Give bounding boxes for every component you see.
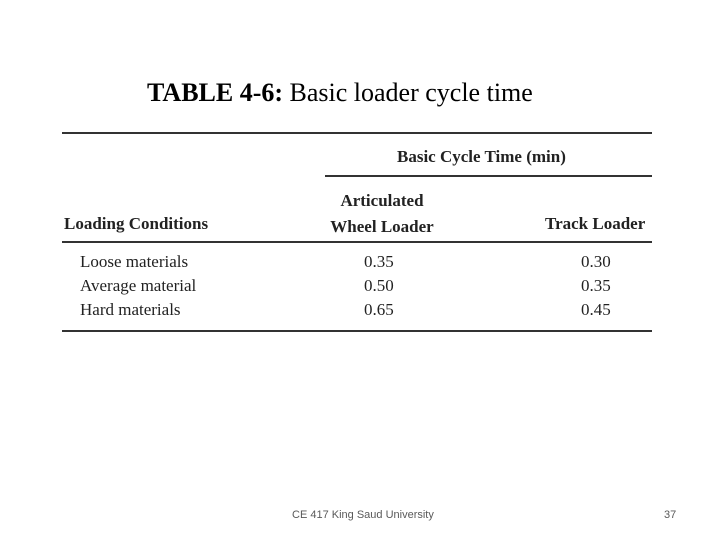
cell-wheel-3: 0.65 <box>364 300 394 319</box>
cell-track-3: 0.45 <box>581 300 611 319</box>
column-header-wheel-loader-line1: Articulated <box>340 191 424 210</box>
cell-wheel-2: 0.50 <box>364 276 394 295</box>
column-header-wheel-loader <box>327 188 437 240</box>
slide-footer: CE 417 King Saud University <box>292 509 434 521</box>
column-header-wheel-loader-line2: Wheel Loader <box>330 217 434 236</box>
slide-title-text: Basic loader cycle time <box>283 78 533 107</box>
page-number: 37 <box>664 509 677 521</box>
table-header-rule <box>62 241 652 243</box>
cell-track-1: 0.30 <box>581 252 611 271</box>
group-header: Basic Cycle Time (min) <box>397 147 566 166</box>
cell-condition-1: Loose materials <box>80 252 189 271</box>
cell-wheel-1: 0.35 <box>364 252 394 271</box>
table-bottom-rule <box>62 330 652 332</box>
cell-condition-3: Hard materials <box>80 300 181 319</box>
slide-title-bold: TABLE 4-6: <box>147 78 284 107</box>
slide-title <box>147 78 533 108</box>
table-top-rule <box>62 132 652 134</box>
group-header-rule <box>325 175 652 177</box>
cycle-time-table <box>62 130 652 335</box>
cell-track-2: 0.35 <box>581 276 611 295</box>
column-header-loading-conditions: Loading Conditions <box>64 214 209 233</box>
cell-condition-2: Average material <box>80 276 197 295</box>
column-header-track-loader: Track Loader <box>545 214 646 233</box>
